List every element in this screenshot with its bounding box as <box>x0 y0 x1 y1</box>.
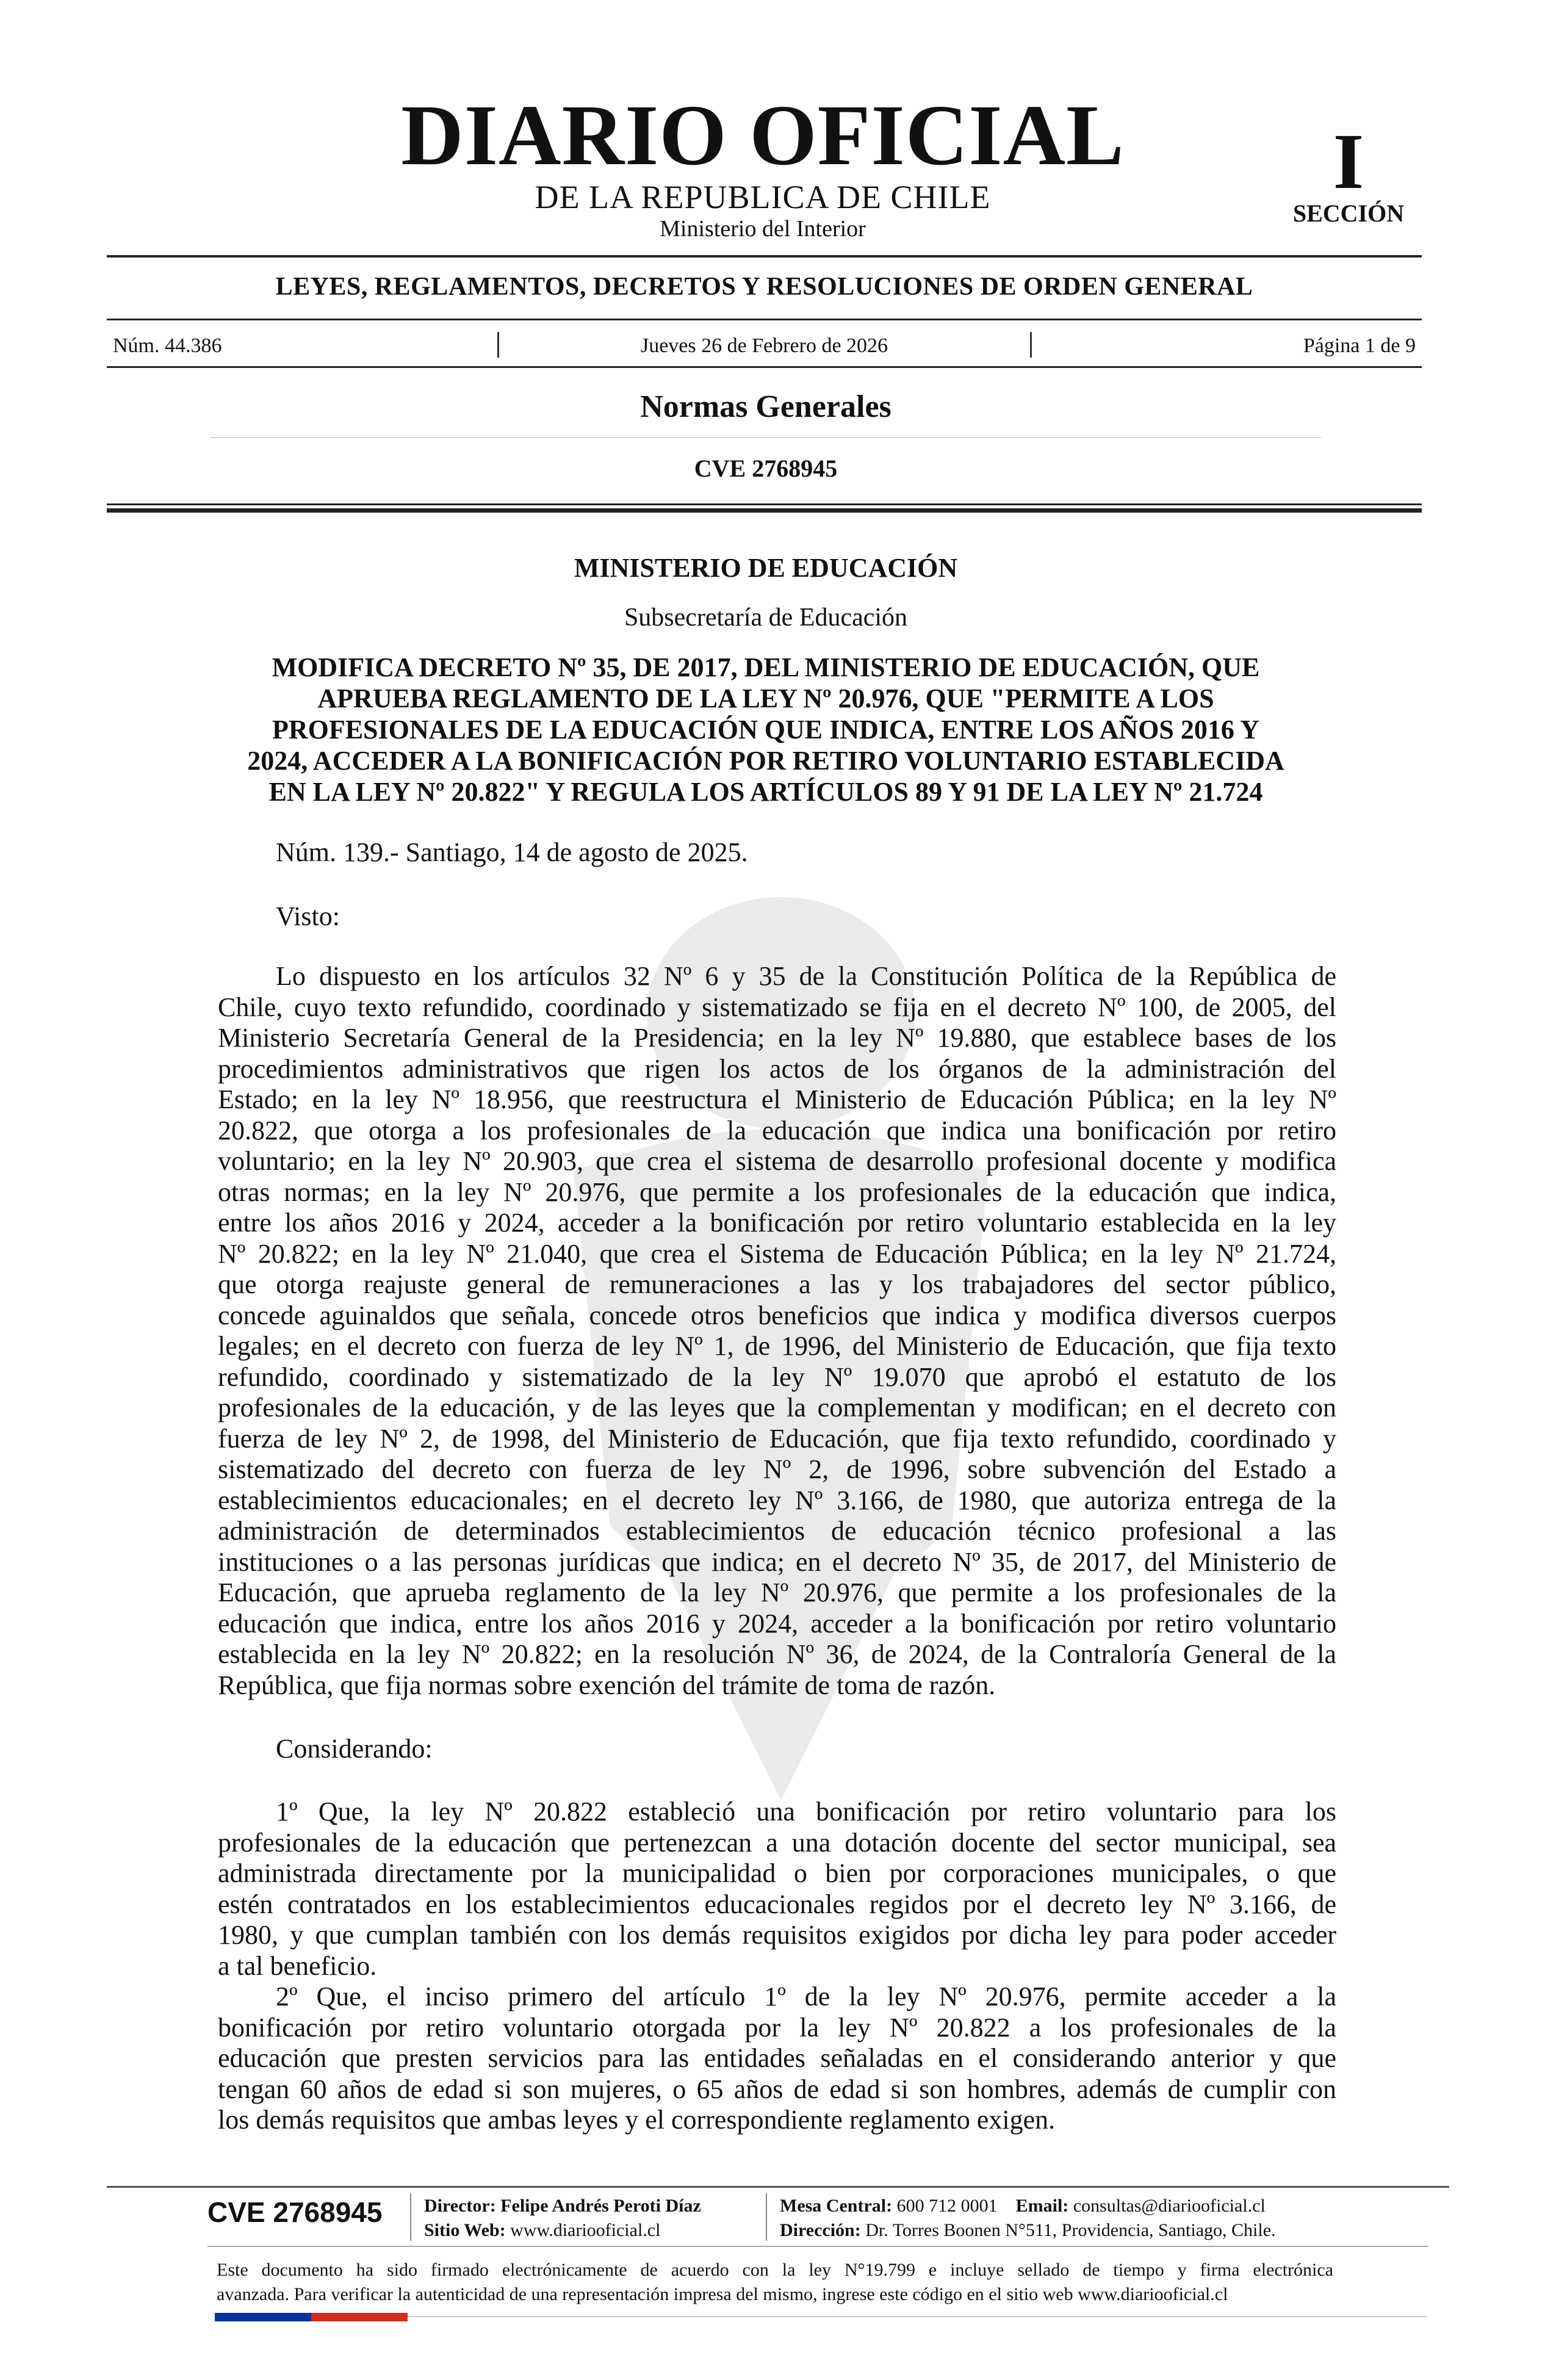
section-heading: Normas Generales <box>640 389 891 424</box>
central-label: Mesa Central: <box>780 2196 893 2216</box>
address-label: Dirección: <box>780 2220 861 2240</box>
newspaper-subtitle: DE LA REPUBLICA DE CHILE <box>535 179 991 215</box>
text-line: administrada directamente por la municipalidad o bien por corporaciones municipales, o que <box>218 1858 1336 1888</box>
decree-title-line: MODIFICA DECRETO Nº 35, DE 2017, DEL MINISTERIO DE EDUCACIÓN, QUE <box>272 652 1260 682</box>
newspaper-title: DIARIO OFICIAL <box>401 87 1125 183</box>
footer-rule <box>107 2186 1449 2188</box>
text-line: bonificación por retiro voluntario otorgada por la ley Nº 20.822 a los profesionales de la <box>218 2012 1336 2043</box>
decree-title <box>232 652 1300 807</box>
cve-code: CVE 2768945 <box>694 455 838 482</box>
decree-title-line: 2024, ACCEDER A LA BONIFICACIÓN POR RETIRO VOLUNTARIO ESTABLECIDA <box>247 746 1284 776</box>
text-line: 1º Que, la ley Nº 20.822 estableció una bonificación por retiro voluntario para los <box>276 1797 1336 1826</box>
email-label: Email: <box>1015 2196 1069 2216</box>
issue-rule <box>107 366 1422 368</box>
considerando-label: Considerando: <box>276 1734 433 1764</box>
note-line: Este documento ha sido firmado electrónicamente de acuerdo con la ley N°19.799 e incluye sellado de tiempo y firma electrónica <box>217 2260 1333 2280</box>
text-line: Chile, cuyo texto refundido, coordinado y sistematizado se fija en el decreto Nº 100, de 2005, del <box>218 992 1336 1022</box>
text-line: refundido, coordinado y sistematizado de la ley Nº 19.070 que aprobó el estatuto de los <box>218 1361 1336 1392</box>
flag-stripe-red <box>311 2313 408 2321</box>
flag-stripe-blue <box>215 2313 311 2321</box>
text-line: voluntario; en la ley Nº 20.903, que crea el sistema de desarrollo profesional docente y modifica <box>218 1146 1336 1176</box>
footer-inner-rule <box>207 2246 1428 2247</box>
text-line: entre los años 2016 y 2024, acceder a la bonificación por retiro voluntario establecida en la ley <box>218 1208 1336 1238</box>
decree-number-line: Núm. 139.- Santiago, 14 de agosto de 2025. <box>276 837 748 867</box>
central-phone: 600 712 0001 <box>896 2196 998 2216</box>
text-line: 20.822, que otorga a los profesionales de la educación que indica una bonificación por retiro <box>218 1115 1336 1145</box>
text-line: administración de determinados establecimientos de educación técnico profesional a las <box>218 1516 1336 1546</box>
decree-title-line: PROFESIONALES DE LA EDUCACIÓN QUE INDICA, ENTRE LOS AÑOS 2016 Y <box>272 715 1260 745</box>
issue-info-row <box>113 334 1416 361</box>
subsecretaria-heading: Subsecretaría de Educación <box>624 604 908 632</box>
text-line: fuerza de ley Nº 2, de 1998, del Ministerio de Educación, que fija texto refundido, coordinado y <box>218 1423 1336 1454</box>
text-line: otras normas; en la ley Nº 20.976, que permite a los profesionales de la educación que indica, <box>218 1177 1336 1207</box>
newspaper-ministry: Ministerio del Interior <box>660 216 866 242</box>
text-line: Ministerio Secretaría General de la Presidencia; en la ley Nº 19.880, que establece bases de los <box>218 1023 1336 1053</box>
text-line: profesionales de la educación, y de las leyes que la complementan y modifican; en el decreto con <box>218 1393 1336 1423</box>
decree-title-line: APRUEBA REGLAMENTO DE LA LEY Nº 20.976, QUE "PERMITE A LOS <box>317 683 1214 713</box>
section-number: I <box>1333 118 1364 206</box>
masthead-rule <box>107 255 1422 258</box>
footer-separator <box>410 2193 411 2241</box>
visto-paragraph <box>218 961 1336 1701</box>
website-link[interactable]: www.diariooficial.cl <box>510 2220 661 2240</box>
text-line: 1980, y que cumplan también con los demás requisitos exigidos por dicha ley para poder acceder <box>218 1920 1336 1950</box>
text-line: Estado; en la ley Nº 18.956, que reestructura el Ministerio de Educación Pública; en la ley Nº <box>218 1084 1336 1114</box>
footer-contact-block <box>780 2194 1276 2243</box>
text-line: República, que fija normas sobre exención del trámite de toma de razón. <box>218 1670 996 1700</box>
text-line: tengan 60 años de edad si son mujeres, o 65 años de edad si son hombres, además de cumplir con <box>218 2074 1336 2104</box>
text-line: educación que presten servicios para las entidades señaladas en el considerando anterior y que <box>218 2043 1336 2073</box>
category-heading: LEYES, REGLAMENTOS, DECRETOS Y RESOLUCIONES DE ORDEN GENERAL <box>275 273 1253 301</box>
text-line: concede aguinaldos que señala, concede otros beneficios que indica y modifica diversos cuerpos <box>218 1300 1336 1330</box>
text-line: instituciones o a las personas jurídicas que indica; en el decreto Nº 35, de 2017, del Ministerio de <box>218 1546 1336 1577</box>
footer-separator <box>766 2193 767 2241</box>
issue-date: Jueves 26 de Febrero de 2026 <box>640 334 888 357</box>
text-line: a tal beneficio. <box>218 1950 377 1981</box>
text-line: 2º Que, el inciso primero del artículo 1º de la ley Nº 20.976, permite acceder a la <box>276 1982 1336 2011</box>
text-line: los demás requisitos que ambas leyes y el correspondiente reglamento exigen. <box>218 2105 1056 2135</box>
page-indicator: Página 1 de 9 <box>1303 334 1416 357</box>
section-label: SECCIÓN <box>1292 200 1405 227</box>
footer-cve-code: CVE 2768945 <box>207 2196 383 2228</box>
text-line: procedimientos administrativos que rigen los actos de los órganos de la administración del <box>218 1053 1336 1084</box>
decree-title-line: EN LA LEY Nº 20.822" Y REGULA LOS ARTÍCULOS 89 Y 91 DE LA LEY Nº 21.724 <box>268 777 1263 807</box>
flag-stripe-line <box>408 2316 1427 2317</box>
address-value: Dr. Torres Boonen N°511, Providencia, Santiago, Chile. <box>865 2220 1276 2240</box>
header-double-rule-top <box>107 503 1422 505</box>
considerando-2-paragraph <box>218 1982 1336 2136</box>
category-rule <box>107 319 1422 320</box>
section-thin-rule <box>211 437 1321 438</box>
issue-number: Núm. 44.386 <box>113 334 222 357</box>
ministry-heading: MINISTERIO DE EDUCACIÓN <box>574 553 958 583</box>
electronic-signature-note <box>217 2258 1333 2307</box>
text-line: Educación, que aprueba reglamento de la ley Nº 20.976, que permite a los profesionales de la <box>218 1578 1336 1607</box>
footer-director-block <box>424 2194 701 2243</box>
website-label: Sitio Web: <box>424 2220 506 2240</box>
text-line: Nº 20.822; en la ley Nº 21.040, que crea el Sistema de Educación Pública; en la ley Nº 21.724, <box>218 1238 1336 1269</box>
director-label: Director: <box>424 2196 496 2216</box>
text-line: educación que indica, entre los años 2016 y 2024, acceder a la bonificación por retiro voluntario <box>218 1608 1336 1639</box>
text-line: sistematizado del decreto con fuerza de ley Nº 2, de 1996, sobre subvención del Estado a <box>218 1454 1336 1484</box>
note-line: avanzada. Para verificar la autenticidad de una representación impresa del mismo, ingrese este código en el sitio web www.diariooficial.cl <box>217 2284 1228 2304</box>
considerando-1-paragraph <box>218 1797 1336 1982</box>
header-double-rule-bottom <box>107 508 1422 513</box>
text-line: legales; en el decreto con fuerza de ley Nº 1, de 1996, del Ministerio de Educación, que fija texto <box>218 1331 1336 1361</box>
director-name: Felipe Andrés Peroti Díaz <box>500 2196 701 2216</box>
issue-separator <box>1030 332 1032 358</box>
visto-label: Visto: <box>276 901 340 931</box>
text-line: Lo dispuesto en los artículos 32 Nº 6 y 35 de la Constitución Política de la República de <box>276 961 1336 991</box>
text-line: establecimientos educacionales; en el decreto ley Nº 3.166, de 1980, que autoriza entrega de la <box>218 1485 1336 1515</box>
text-line: que otorga reajuste general de remuneraciones a las y los trabajadores del sector público, <box>218 1269 1336 1299</box>
text-line: estén contratados en los establecimientos educacionales regidos por el decreto ley Nº 3.166, de <box>218 1889 1336 1919</box>
email-link[interactable]: consultas@diariooficial.cl <box>1073 2196 1266 2216</box>
text-line: establecida en la ley Nº 20.822; en la resolución Nº 36, de 2024, de la Contraloría General de la <box>218 1639 1336 1669</box>
text-line: profesionales de la educación que pertenezcan a una dotación docente del sector municipal, sea <box>218 1827 1336 1858</box>
